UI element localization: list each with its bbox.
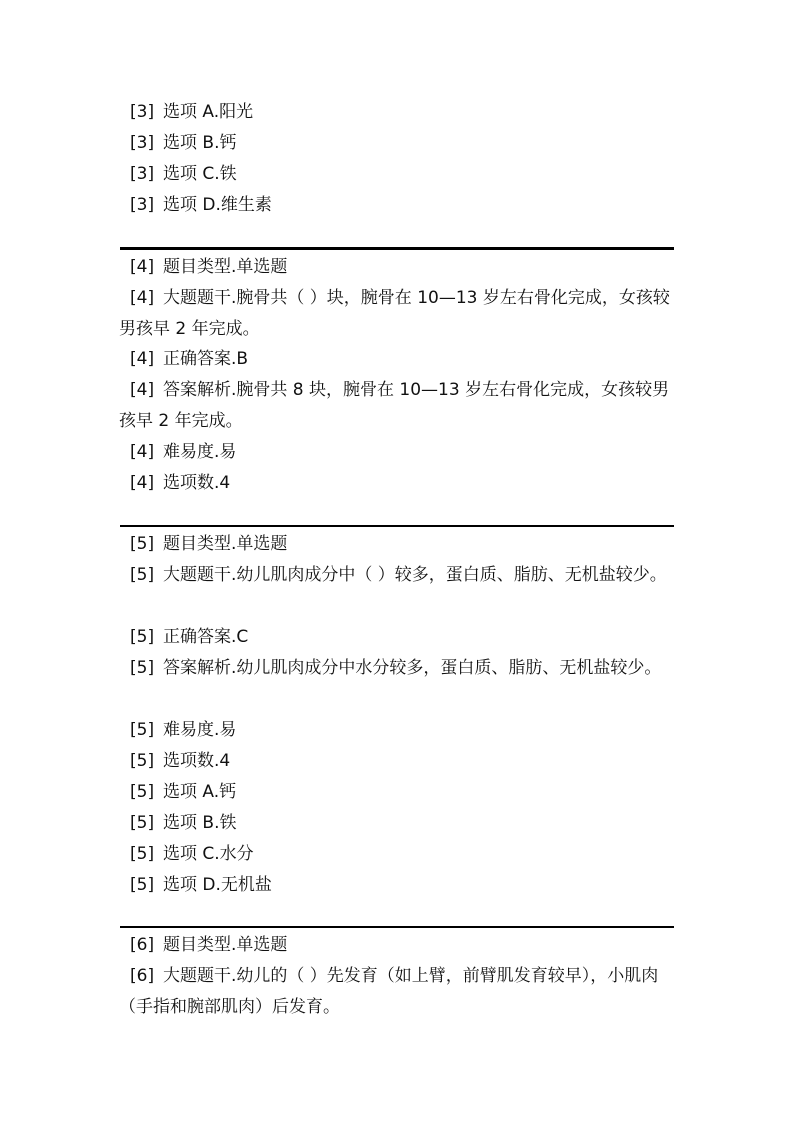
q5-option-d — [119, 870, 675, 901]
q5-type — [119, 529, 675, 560]
option-text: 选项 C.铁 — [163, 164, 237, 184]
q3-option-b — [119, 128, 675, 159]
q5-option-c — [119, 839, 675, 870]
question-number: [4] — [130, 473, 155, 493]
q4-option-count — [119, 468, 675, 499]
q5-analysis — [119, 653, 675, 684]
correct-answer: 正确答案.C — [163, 627, 249, 647]
question-stem: 大题题干.幼儿的（ ）先发育（如上臂，前臂肌发育较早），小肌肉（手指和腕部肌肉）后发育。 — [119, 966, 659, 1017]
question-number: [6] — [130, 935, 155, 955]
option-count: 选项数.4 — [163, 751, 231, 771]
question-number: [5] — [130, 813, 155, 833]
question-number: [3] — [130, 102, 155, 122]
question-number: [3] — [130, 133, 155, 153]
question-number: [5] — [130, 844, 155, 864]
question-number: [5] — [130, 751, 155, 771]
q4-answer — [119, 344, 675, 375]
option-text: 选项 A.阳光 — [163, 102, 254, 122]
question-number: [4] — [130, 442, 155, 462]
question-number: [4] — [130, 288, 155, 308]
q4-type — [119, 252, 675, 283]
question-stem: 大题题干.幼儿肌肉成分中（ ）较多，蛋白质、脂肪、无机盐较少。 — [163, 565, 667, 585]
option-count: 选项数.4 — [163, 473, 231, 493]
option-text: 选项 A.钙 — [163, 782, 237, 802]
question-number: [4] — [130, 257, 155, 277]
question-number: [3] — [130, 195, 155, 215]
q5-answer — [119, 622, 675, 653]
question-number: [5] — [130, 565, 155, 585]
question-type: 题目类型.单选题 — [163, 534, 288, 554]
question-number: [3] — [130, 164, 155, 184]
option-text: 选项 B.铁 — [163, 813, 237, 833]
q5-option-a — [119, 777, 675, 808]
q5-option-b — [119, 808, 675, 839]
q5-difficulty — [119, 715, 675, 746]
q4-difficulty — [119, 437, 675, 468]
option-text: 选项 B.钙 — [163, 133, 237, 153]
option-text: 选项 C.水分 — [163, 844, 254, 864]
difficulty: 难易度.易 — [163, 442, 237, 462]
answer-analysis: 答案解析.腕骨共 8 块，腕骨在 10—13 岁左右骨化完成，女孩较男孩早 2 年完成。 — [119, 380, 670, 431]
q4-analysis — [119, 375, 675, 437]
q6-type — [119, 930, 675, 961]
section-divider — [120, 926, 674, 928]
question-number: [5] — [130, 534, 155, 554]
question-stem: 大题题干.腕骨共（ ）块，腕骨在 10—13 岁左右骨化完成，女孩较男孩早 2 年完成。 — [119, 288, 670, 339]
q6-stem — [119, 961, 675, 1023]
q3-option-d — [119, 190, 675, 221]
answer-analysis: 答案解析.幼儿肌肉成分中水分较多，蛋白质、脂肪、无机盐较少。 — [163, 658, 662, 678]
q5-option-count — [119, 746, 675, 777]
q5-stem — [119, 560, 675, 591]
option-text: 选项 D.无机盐 — [163, 875, 272, 895]
question-type: 题目类型.单选题 — [163, 935, 288, 955]
section-divider — [120, 525, 674, 527]
q4-stem — [119, 283, 675, 345]
question-number: [5] — [130, 720, 155, 740]
section-divider — [120, 247, 674, 250]
question-number: [5] — [130, 627, 155, 647]
option-text: 选项 D.维生素 — [163, 195, 272, 215]
question-type: 题目类型.单选题 — [163, 257, 288, 277]
question-number: [5] — [130, 875, 155, 895]
question-number: [4] — [130, 380, 155, 400]
q3-option-a — [119, 97, 675, 128]
q3-option-c — [119, 159, 675, 190]
correct-answer: 正确答案.B — [163, 349, 249, 369]
difficulty: 难易度.易 — [163, 720, 237, 740]
question-number: [4] — [130, 349, 155, 369]
question-number: [6] — [130, 966, 155, 986]
question-number: [5] — [130, 658, 155, 678]
question-number: [5] — [130, 782, 155, 802]
